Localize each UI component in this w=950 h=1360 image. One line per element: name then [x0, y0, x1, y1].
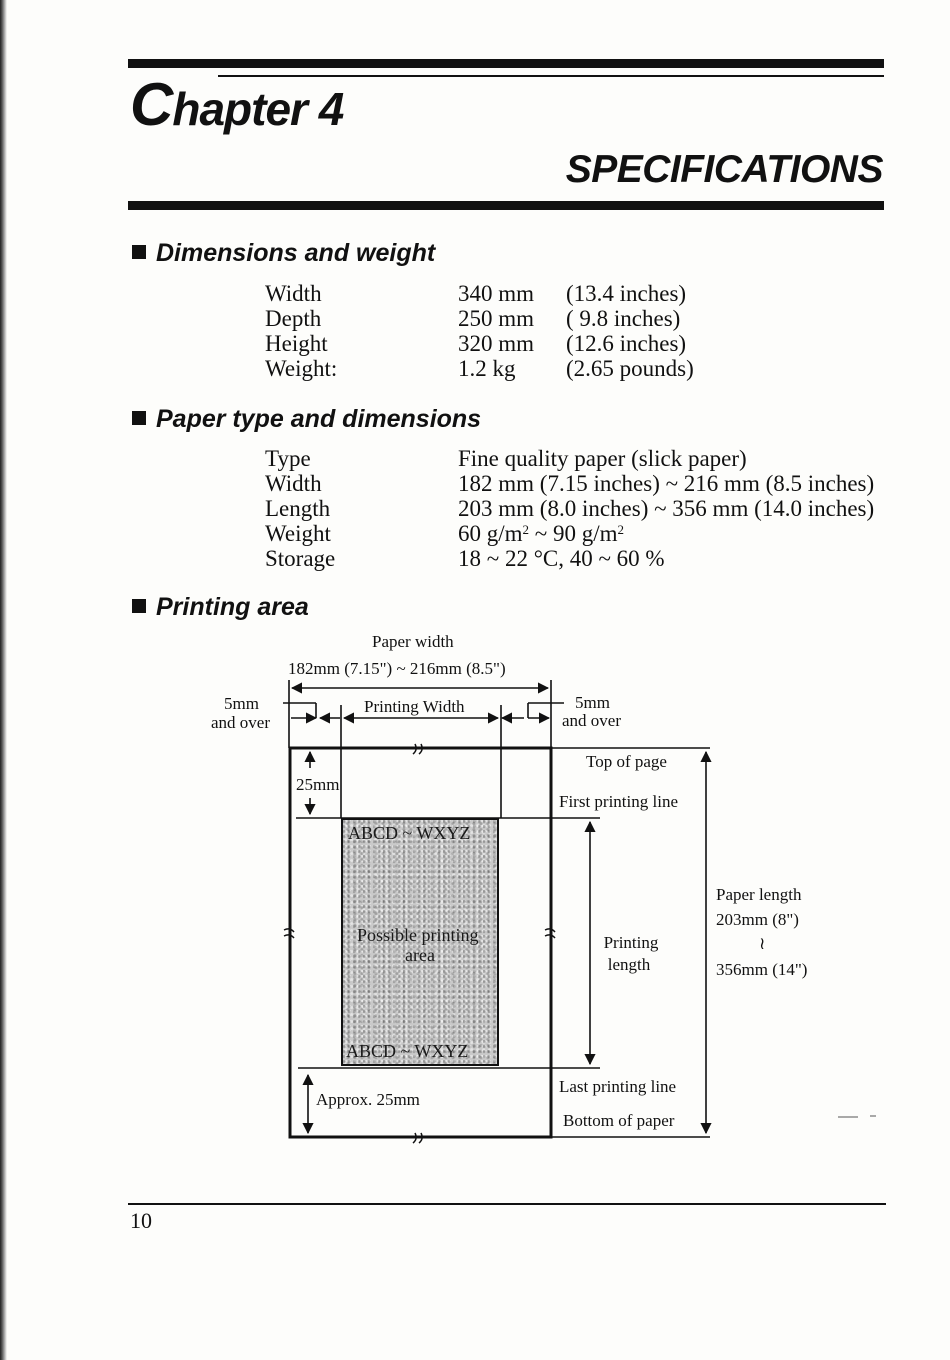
- table-row: Height 320 mm (12.6 inches): [265, 331, 687, 356]
- top-of-page-label: Top of page: [586, 752, 667, 771]
- top-margin-label: 25mm: [296, 775, 340, 794]
- paper-width-label: Paper width: [372, 632, 454, 651]
- margin-left-label-2: and over: [211, 713, 271, 732]
- chapter-heading: Chapter 4: [130, 71, 344, 138]
- bottom-of-paper-label: Bottom of paper: [563, 1111, 675, 1130]
- paper-length-range-mark: ≀: [759, 934, 766, 953]
- section-printing-area-heading: Printing area: [132, 593, 309, 622]
- printing-length-label-2: length: [607, 955, 651, 974]
- section-dimensions-heading: Dimensions and weight: [132, 239, 435, 268]
- table-row: Width 182 mm (7.15 inches) ~ 216 mm (8.5 inches): [265, 471, 875, 496]
- area-top-text: ABCD ~ WXYZ: [348, 823, 471, 843]
- page-number: 10: [130, 1208, 152, 1233]
- table-row: Length 203 mm (8.0 inches) ~ 356 mm (14.0 inches): [265, 496, 875, 521]
- table-row: Storage 18 ~ 22 °C, 40 ~ 60 %: [265, 546, 665, 571]
- paper-width-range: 182mm (7.15") ~ 216mm (8.5"): [288, 659, 506, 678]
- first-printing-line-label: First printing line: [559, 792, 678, 811]
- table-row: Weight 60 $g/m^2$ ~ 90 $g/m^2$: [265, 521, 625, 546]
- margin-right-label: 5mm: [575, 693, 610, 712]
- area-center-text-1: Possible printing: [357, 925, 479, 945]
- table-row: Width 340 mm (13.4 inches): [265, 281, 687, 306]
- margin-right-label-2: and over: [562, 711, 622, 730]
- table-row: Weight: 1.2 kg (2.65 pounds): [265, 356, 694, 381]
- table-row: Depth 250 mm ( 9.8 inches): [265, 306, 681, 331]
- page-title: SPECIFICATIONS: [565, 148, 883, 191]
- area-bottom-text: ABCD ~ WXYZ: [346, 1041, 469, 1061]
- area-center-text-2: area: [405, 945, 435, 965]
- margin-left-label: 5mm: [224, 694, 259, 713]
- paper-length-label: Paper length: [716, 885, 802, 904]
- paper-length-max: 356mm (14"): [716, 960, 808, 979]
- bottom-margin-label: Approx. 25mm: [316, 1090, 420, 1109]
- last-printing-line-label: Last printing line: [559, 1077, 677, 1096]
- paper-length-min: 203mm (8"): [716, 910, 799, 929]
- printing-length-label-1: Printing: [603, 933, 659, 952]
- footer-rule: [128, 1203, 886, 1205]
- table-row: Type Fine quality paper (slick paper): [265, 446, 747, 471]
- section-paper-heading: Paper type and dimensions: [132, 405, 481, 434]
- printing-width-label: Printing Width: [364, 697, 465, 716]
